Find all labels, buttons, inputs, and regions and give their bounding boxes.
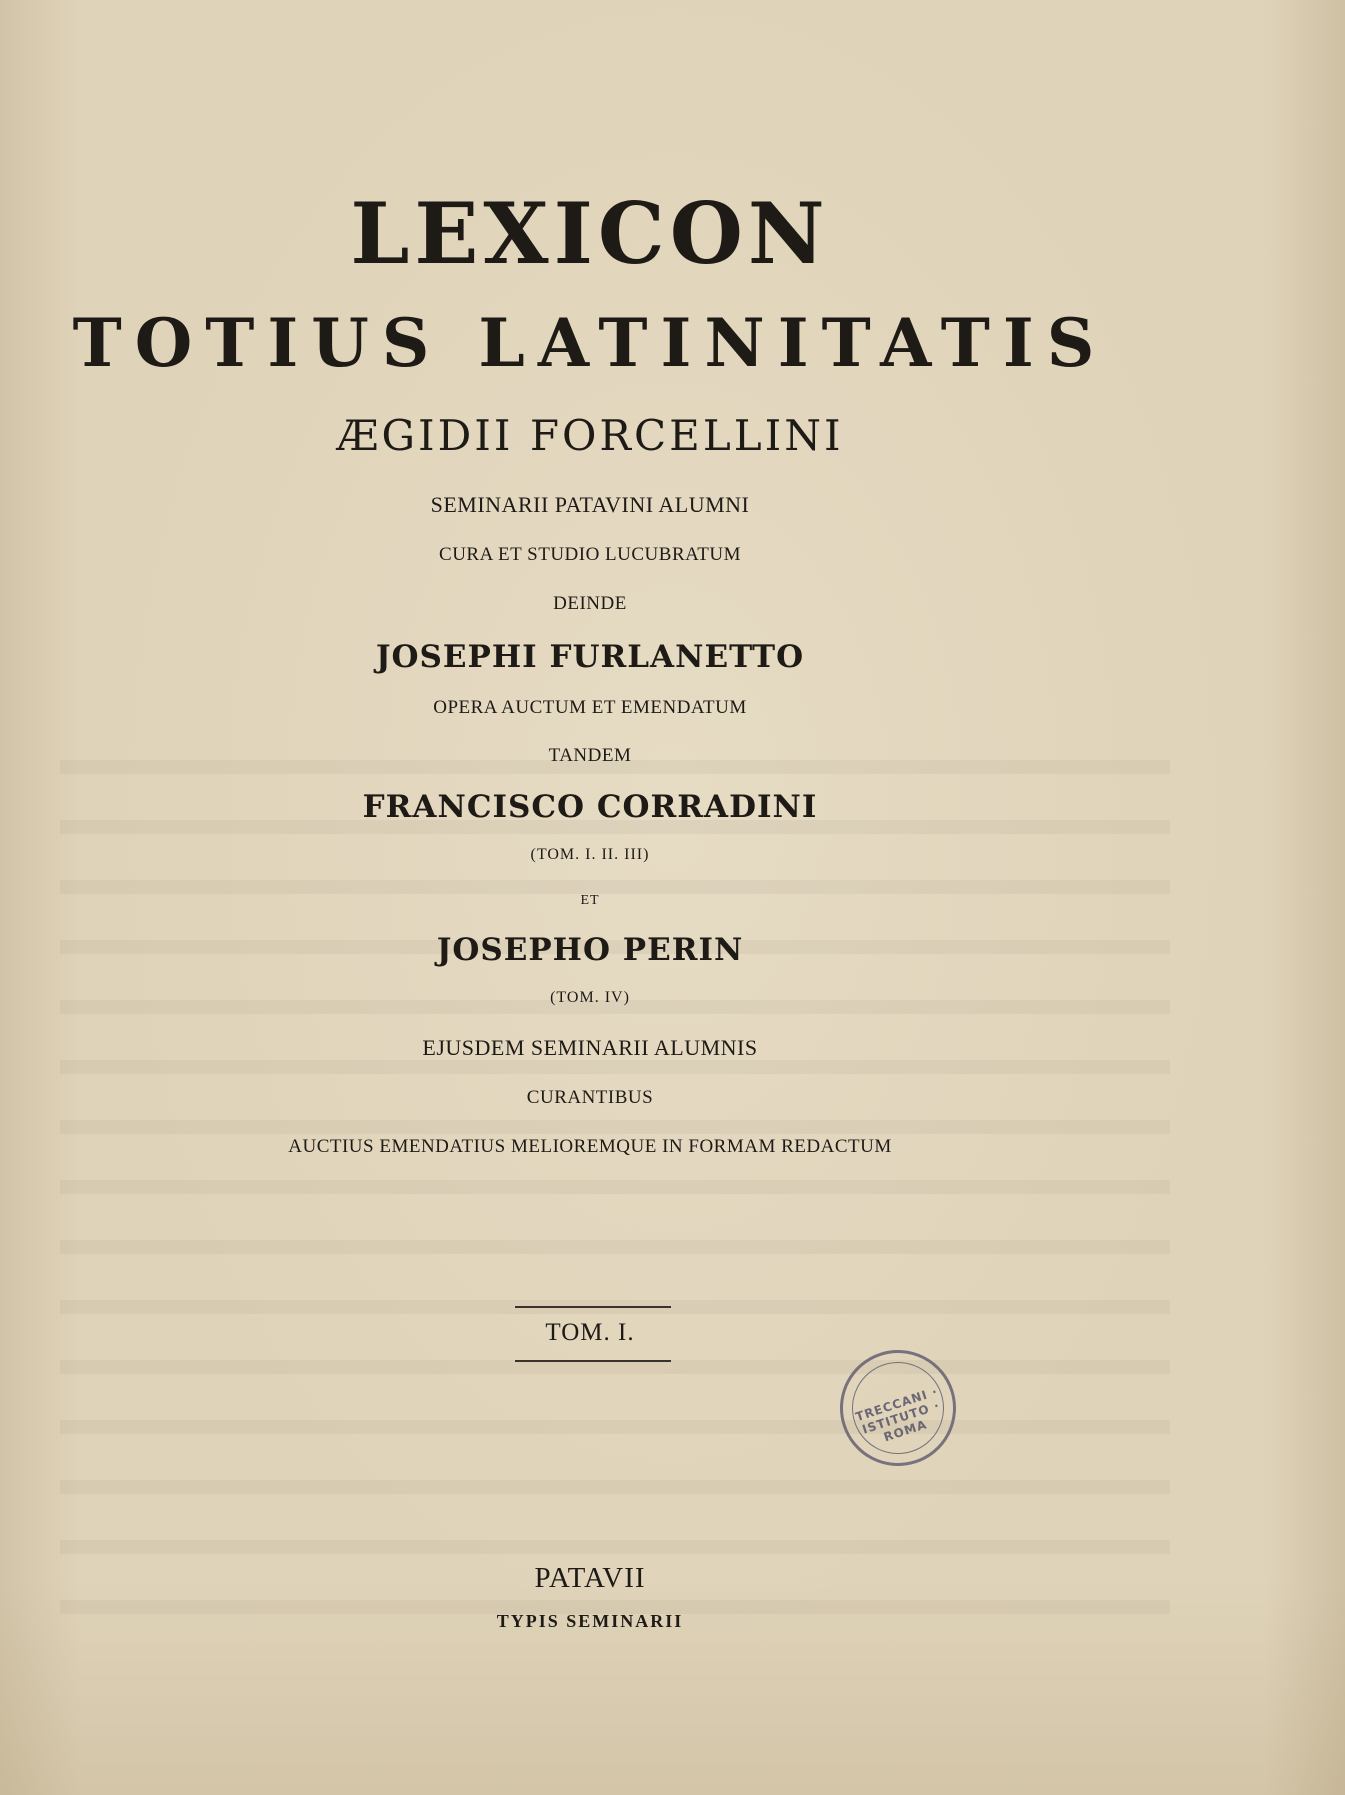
imprint-place: PATAVII bbox=[534, 1562, 646, 1594]
volume-number: TOM. I. bbox=[545, 1319, 635, 1346]
author-description: SEMINARII PATAVINI ALUMNI bbox=[430, 492, 750, 517]
curantibus-line: CURANTIBUS bbox=[526, 1087, 654, 1108]
auctius-line: AUCTIUS EMENDATIUS MELIOREMQUE IN FORMAM REDACTUM bbox=[288, 1136, 892, 1157]
bleed-through-line bbox=[60, 1060, 1170, 1074]
bleed-through-line bbox=[60, 880, 1170, 894]
bleed-through-line bbox=[60, 1240, 1170, 1254]
editor-perin: JOSEPHO PERIN bbox=[436, 932, 744, 968]
editor-corradini-volumes: (TOM. I. II. III) bbox=[530, 846, 650, 863]
imprint-printer: TYPIS SEMINARII bbox=[496, 1611, 684, 1631]
bleed-through-line bbox=[60, 1420, 1170, 1434]
editor-corradini: FRANCISCO CORRADINI bbox=[362, 789, 818, 825]
volume-rule-bottom bbox=[515, 1360, 671, 1362]
bleed-through-line bbox=[60, 1540, 1170, 1554]
library-stamp bbox=[825, 1335, 971, 1481]
main-title: LEXICON bbox=[350, 184, 830, 283]
editor-perin-volumes: (TOM. IV) bbox=[550, 989, 630, 1006]
et-line: ET bbox=[580, 893, 600, 908]
author-name: ÆGIDII FORCELLINI bbox=[336, 411, 844, 460]
tandem-line: TANDEM bbox=[548, 745, 632, 766]
editors-description: EJUSDEM SEMINARII ALUMNIS bbox=[422, 1035, 758, 1060]
bleed-through-line bbox=[60, 1360, 1170, 1374]
editor-furlanetto: JOSEPHI FURLANETTO bbox=[375, 639, 805, 675]
deinde-line: DEINDE bbox=[553, 593, 627, 614]
bleed-through-line bbox=[60, 1120, 1170, 1134]
volume-rule-top bbox=[515, 1306, 671, 1308]
library-stamp-text: TRECCANI · ISTITUTO · ROMA bbox=[853, 1384, 942, 1445]
bleed-through-line bbox=[60, 1480, 1170, 1494]
editor-furlanetto-description: OPERA AUCTUM ET EMENDATUM bbox=[433, 697, 747, 718]
cura-line: CURA ET STUDIO LUCUBRATUM bbox=[439, 544, 741, 565]
bleed-through-line bbox=[60, 1180, 1170, 1194]
subtitle: TOTIUS LATINITATIS bbox=[72, 304, 1108, 382]
